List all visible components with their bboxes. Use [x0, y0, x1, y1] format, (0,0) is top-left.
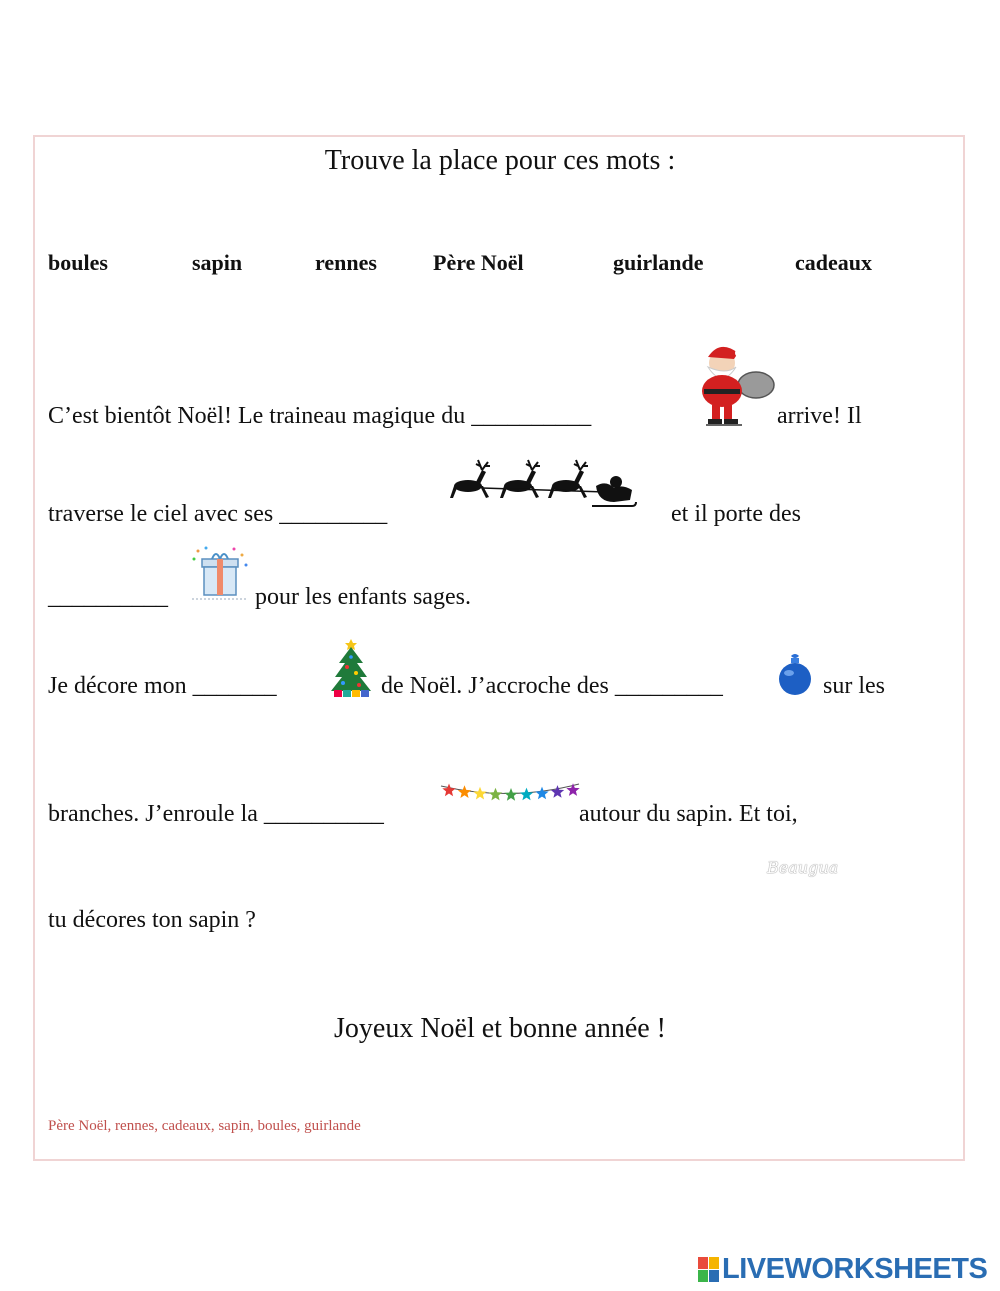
- garland-star: [489, 788, 502, 801]
- garland-star: [473, 787, 486, 800]
- worksheet-title: Trouve la place pour ces mots :: [324, 145, 676, 176]
- word-bank-rennes: rennes: [315, 250, 377, 275]
- sentence-line-1a: C’est bientôt Noël! Le traineau magique du __________: [48, 403, 592, 429]
- sentence-line-5a: branches. J’enroule la __________: [48, 801, 384, 827]
- garland-star: [535, 787, 548, 800]
- brand-blocks-icon: [698, 1257, 719, 1282]
- sentence-line-1b: arrive! Il: [777, 403, 862, 429]
- sentence-line-3a: __________: [48, 584, 168, 610]
- liveworksheets-logo[interactable]: [698, 1253, 987, 1286]
- sentence-line-5b: autour du sapin. Et toi,: [579, 801, 798, 827]
- christmas-tree-icon: [329, 637, 373, 699]
- word-bank-sapin: sapin: [192, 250, 243, 275]
- sentence-line-4a: Je décore mon _______: [48, 673, 277, 699]
- illustrator-watermark: Beaugua: [767, 858, 839, 877]
- garland-star: [458, 785, 471, 798]
- word-bank-boules: boules: [48, 250, 108, 275]
- gift-icon: [190, 545, 250, 605]
- star-garland-icon: [437, 780, 583, 810]
- sentence-line-2b: et il porte des: [671, 501, 801, 527]
- sentence-line-4c: sur les: [823, 673, 885, 699]
- sentence-line-4b: de Noël. J’accroche des _________: [381, 673, 723, 699]
- garland-star: [442, 784, 455, 797]
- garland-star: [520, 788, 533, 801]
- worksheet-frame: [33, 135, 965, 1161]
- garland-star: [504, 788, 517, 801]
- santa-icon: [686, 345, 778, 427]
- sentence-line-2a: traverse le ciel avec ses _________: [48, 501, 388, 527]
- sentence-line-3b: pour les enfants sages.: [255, 584, 471, 610]
- sentence-line-6: tu décores ton sapin ?: [48, 907, 256, 933]
- brand-name: LIVEWORKSHEETS: [722, 1253, 988, 1285]
- reindeer-sleigh-icon: [446, 456, 636, 512]
- closing-greeting: Joyeux Noël et bonne année !: [334, 1013, 666, 1044]
- word-bank-guirlande: guirlande: [613, 250, 704, 275]
- ornament-ball-icon: [777, 652, 813, 698]
- answer-key: Père Noël, rennes, cadeaux, sapin, boules, guirlande: [48, 1118, 361, 1134]
- garland-star: [551, 785, 564, 798]
- word-bank-pere-noel: Père Noël: [433, 250, 524, 275]
- garland-star: [566, 783, 579, 796]
- word-bank-cadeaux: cadeaux: [795, 250, 872, 275]
